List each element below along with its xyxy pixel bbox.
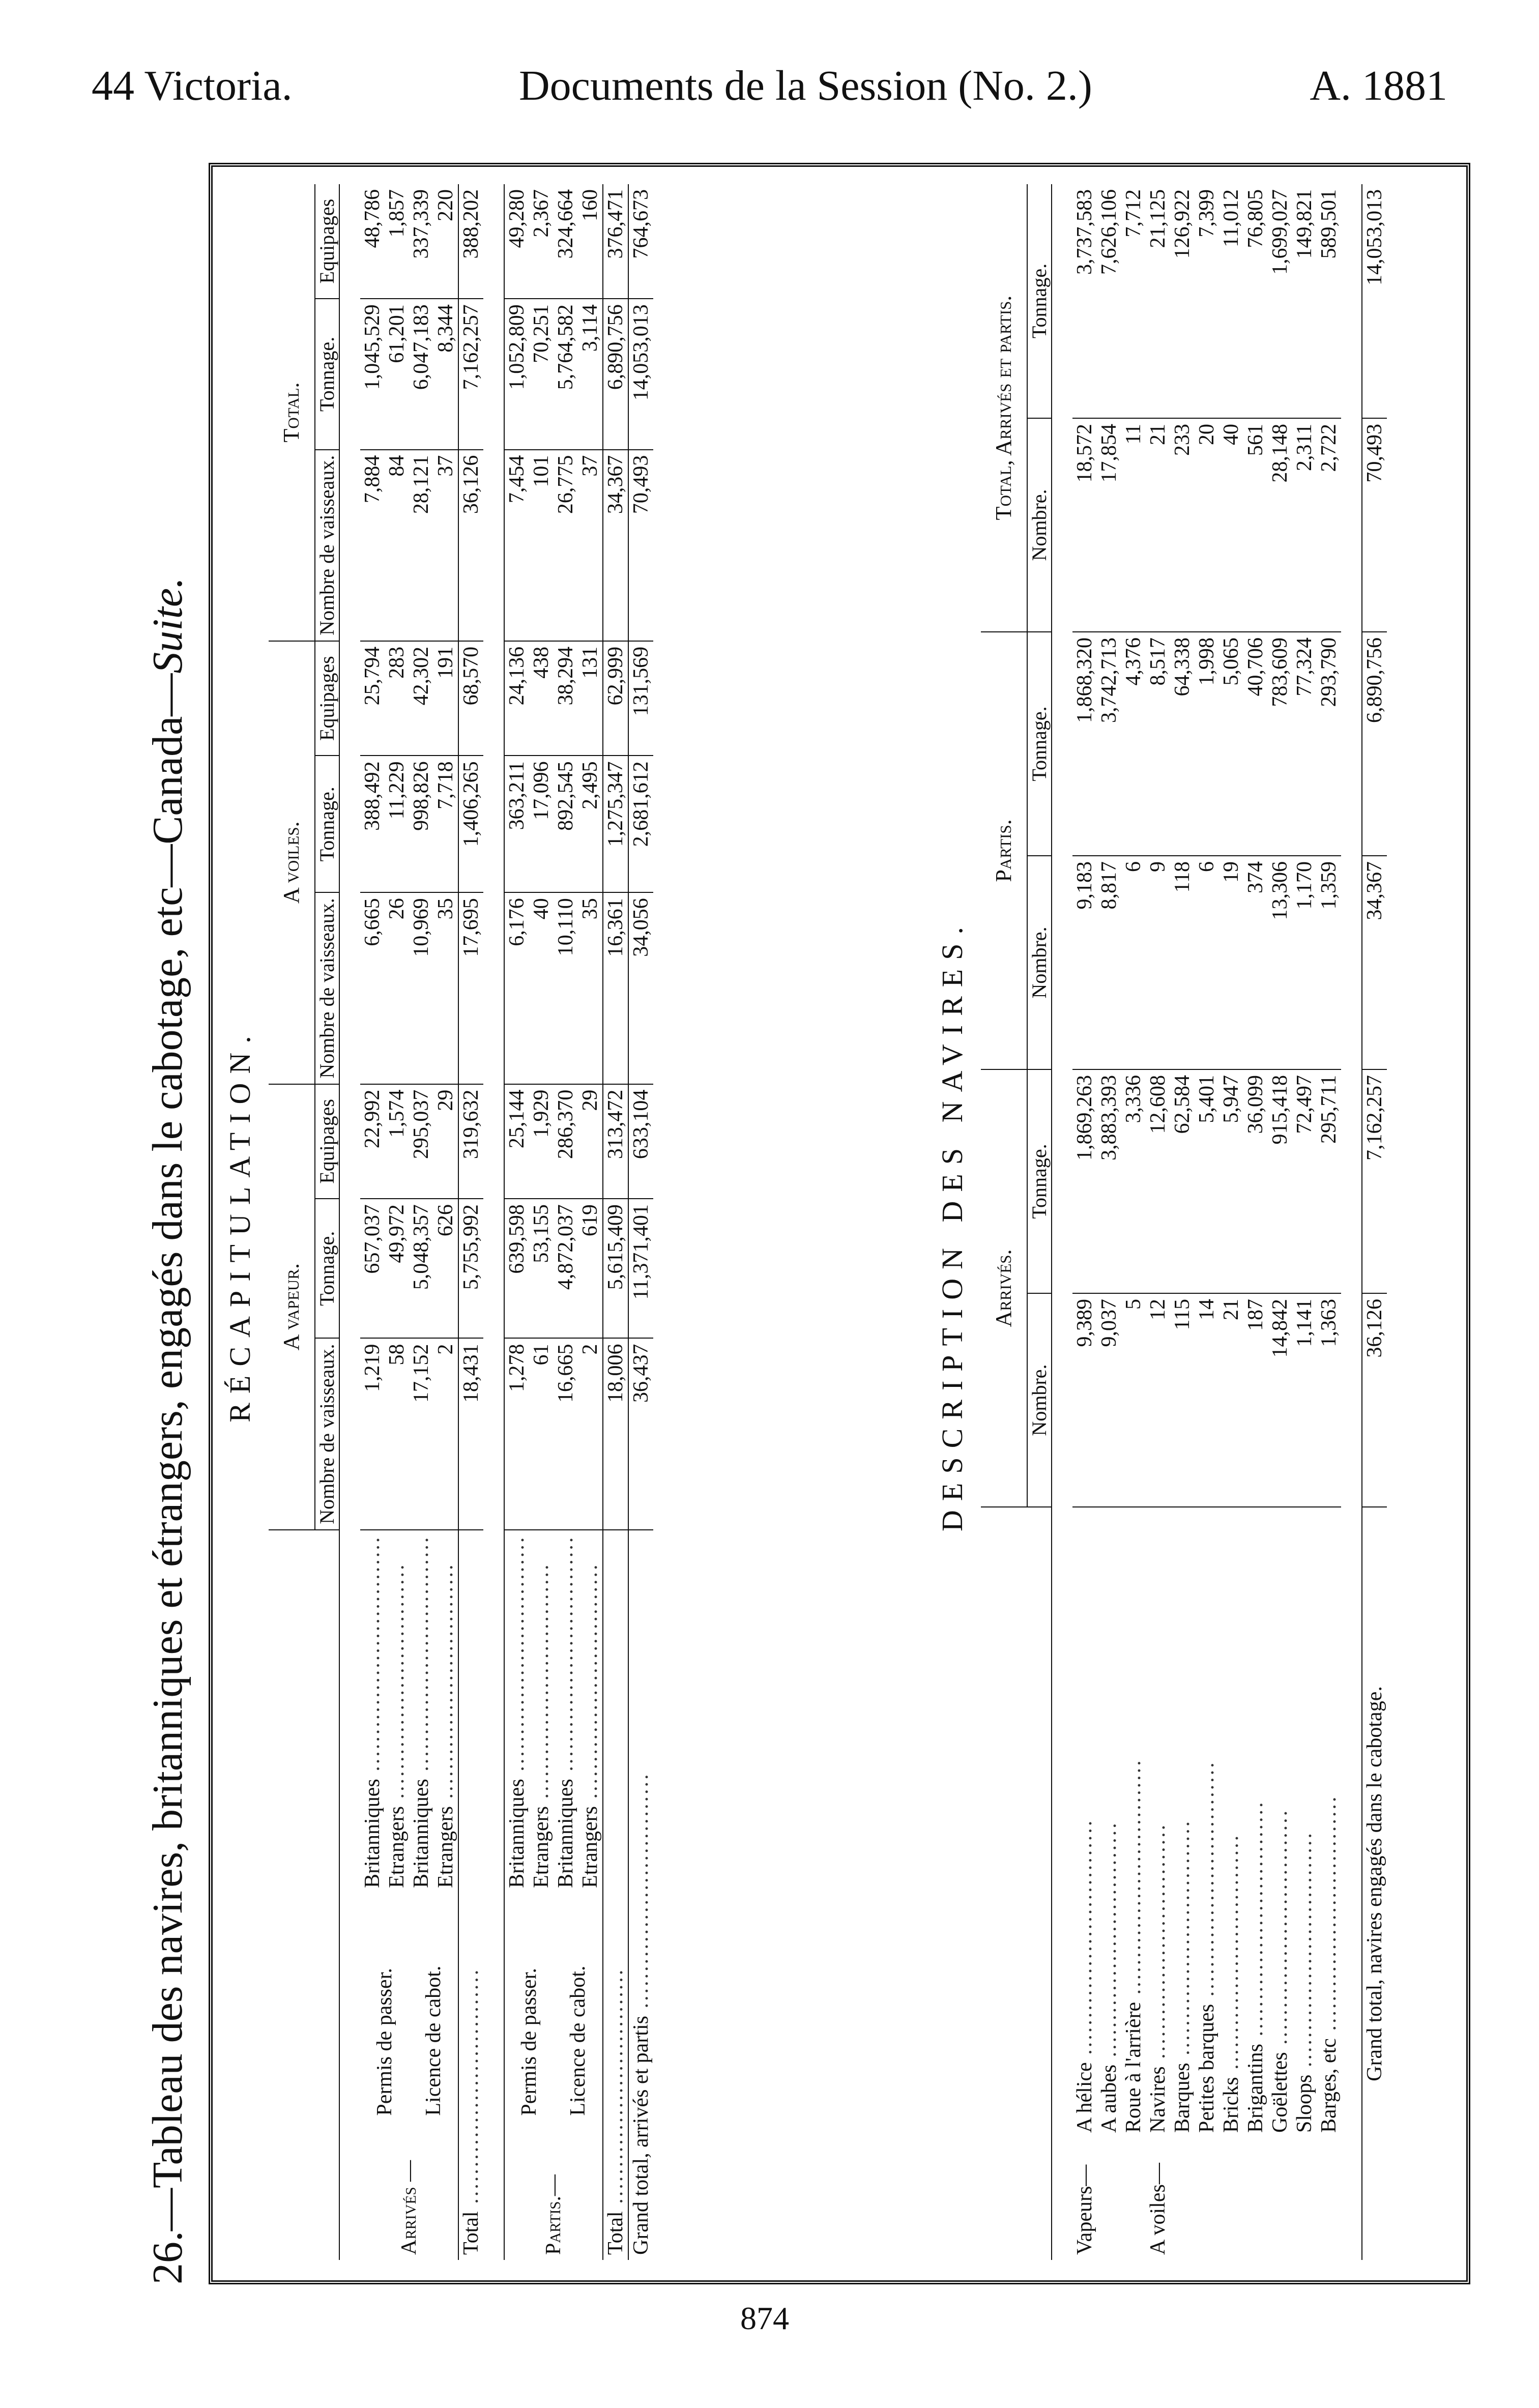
cell: 126,922 — [1170, 184, 1195, 418]
recap-table — [269, 184, 653, 2260]
row-label: Roue à l'arrière ..... — [1121, 1507, 1146, 2138]
cell: 324,664 — [554, 184, 578, 299]
cell: 72,497 — [1292, 1069, 1317, 1293]
table-row — [1317, 184, 1341, 2260]
page-number: 874 — [740, 2300, 789, 2336]
cell: 619 — [578, 1199, 603, 1338]
cell: 438 — [529, 641, 554, 756]
cell: 28,148 — [1268, 418, 1292, 632]
cell: 7,718 — [433, 756, 458, 892]
grand-total-row — [628, 184, 653, 2260]
cell: 11,371,401 — [628, 1199, 653, 1338]
row-label: A hélice ..... — [1072, 1507, 1097, 2138]
col-nombre: Nombre de vaisseaux. — [315, 892, 339, 1084]
cell: 6,665 — [360, 892, 385, 1084]
cell: 84 — [385, 450, 409, 641]
table-row — [1170, 184, 1195, 2260]
row-label: Petites barques ..... — [1195, 1507, 1219, 2138]
page-title — [137, 153, 198, 2284]
cell: 1,141 — [1292, 1293, 1317, 1507]
col-tonnage: Tonnage. — [315, 1199, 339, 1338]
cell: 6,890,756 — [1362, 632, 1387, 856]
cell: 1,278 — [504, 1338, 529, 1529]
cell: 295,037 — [409, 1084, 433, 1199]
cell: 34,367 — [1362, 856, 1387, 1069]
cell: 5,764,582 — [554, 299, 578, 449]
cell: 191 — [433, 641, 458, 756]
cell: 14 — [1195, 1293, 1219, 1507]
cell: 40,706 — [1243, 632, 1268, 856]
cell: 36,126 — [458, 450, 483, 641]
cell: 131 — [578, 641, 603, 756]
cell: 2,367 — [529, 184, 554, 299]
cell: 61 — [529, 1338, 554, 1529]
cell: 36,099 — [1243, 1069, 1268, 1293]
page-header — [0, 0, 1539, 132]
cell: 21 — [1219, 1293, 1243, 1507]
cell: 49,972 — [385, 1199, 409, 1338]
cell: 233 — [1170, 418, 1195, 632]
cell: 118 — [1170, 856, 1195, 1069]
cell: 40 — [1219, 418, 1243, 632]
cell: 7,399 — [1195, 184, 1219, 418]
col-tonnage: Tonnage. — [1027, 1069, 1052, 1293]
cell: 77,324 — [1292, 632, 1317, 856]
row-label: Navires ..... — [1146, 1507, 1170, 2138]
header-right: A. 1881 — [1310, 62, 1447, 109]
cell: 388,202 — [458, 184, 483, 299]
cell: 64,338 — [1170, 632, 1195, 856]
cell: 6,047,183 — [409, 299, 433, 449]
table-row — [409, 184, 433, 2260]
group-total: Total. — [269, 184, 315, 641]
cell: 5,048,357 — [409, 1199, 433, 1338]
cell: 25,144 — [504, 1084, 529, 1199]
group-vapeur: A vapeur. — [269, 1084, 315, 1530]
row-sub: Etrangers ..... — [433, 1530, 458, 1893]
cell: 8,517 — [1146, 632, 1170, 856]
cell: 9,183 — [1072, 856, 1097, 1069]
cell: 37 — [578, 450, 603, 641]
cell: 62,999 — [603, 641, 628, 756]
cell: 7,162,257 — [458, 299, 483, 449]
cell: 589,501 — [1317, 184, 1341, 418]
cell: 12 — [1146, 1293, 1170, 1507]
header-center: Documents de la Session (No. 2.) — [519, 62, 1092, 109]
cell: 160 — [578, 184, 603, 299]
licence-label: Licence de cabot. — [566, 1965, 590, 2116]
cell: 10,969 — [409, 892, 433, 1084]
cell: 58 — [385, 1338, 409, 1529]
cell: 62,584 — [1170, 1069, 1195, 1293]
table-row — [1292, 184, 1317, 2260]
cell: 1,929 — [529, 1084, 554, 1199]
cell: 11 — [1121, 418, 1146, 632]
cell: 1,359 — [1317, 856, 1341, 1069]
row-sub: Etrangers ..... — [385, 1530, 409, 1893]
row-sub: Etrangers ..... — [578, 1530, 603, 1893]
cell: 26 — [385, 892, 409, 1084]
cell: 8,344 — [433, 299, 458, 449]
col-tonnage: Tonnage. — [315, 299, 339, 449]
row-sub: Britanniques ..... — [409, 1530, 433, 1893]
cell: 1,574 — [385, 1084, 409, 1199]
cell: 101 — [529, 450, 554, 641]
cell: 7,884 — [360, 450, 385, 641]
col-tonnage: Tonnage. — [1027, 632, 1052, 856]
cell: 40 — [529, 892, 554, 1084]
total-row — [458, 184, 483, 2260]
grand-total-label: Grand total, arrivés et partis ..... — [628, 1530, 653, 2260]
cell: 1,699,027 — [1268, 184, 1292, 418]
cell: 48,786 — [360, 184, 385, 299]
cell: 187 — [1243, 1293, 1268, 1507]
cell: 11,229 — [385, 756, 409, 892]
cell: 764,673 — [628, 184, 653, 299]
cell: 70,493 — [1362, 418, 1387, 632]
cell: 35 — [578, 892, 603, 1084]
cell: 1,052,809 — [504, 299, 529, 449]
cell: 6 — [1121, 856, 1146, 1069]
cell: 283 — [385, 641, 409, 756]
cell: 16,665 — [554, 1338, 578, 1529]
cell: 1,406,265 — [458, 756, 483, 892]
partis-label: Partis.— — [504, 2121, 603, 2260]
cell: 22,992 — [360, 1084, 385, 1199]
cell: 313,472 — [603, 1084, 628, 1199]
cell: 29 — [578, 1084, 603, 1199]
col-tonnage: Tonnage. — [1027, 184, 1052, 418]
cell: 1,045,529 — [360, 299, 385, 449]
cell: 49,280 — [504, 184, 529, 299]
cell: 998,826 — [409, 756, 433, 892]
row-sub: Britanniques ..... — [554, 1530, 578, 1893]
cell: 5 — [1121, 1293, 1146, 1507]
cell: 68,570 — [458, 641, 483, 756]
row-sub: Britanniques ..... — [504, 1530, 529, 1893]
cell: 295,711 — [1317, 1069, 1341, 1293]
cell: 37 — [433, 450, 458, 641]
row-sub: Etrangers ..... — [529, 1530, 554, 1893]
cell: 9,037 — [1097, 1293, 1121, 1507]
col-nombre: Nombre. — [1027, 1293, 1052, 1507]
cell: 9,389 — [1072, 1293, 1097, 1507]
cell: 639,598 — [504, 1199, 529, 1338]
header-left: 44 Victoria. — [92, 62, 293, 109]
cell: 7,626,106 — [1097, 184, 1121, 418]
cell: 7,712 — [1121, 184, 1146, 418]
table-row — [504, 184, 529, 2260]
permis-label: Permis de passer. — [504, 1893, 554, 2121]
cell: 12,608 — [1146, 1069, 1170, 1293]
row-label: A aubes ..... — [1097, 1507, 1121, 2138]
cell: 21,125 — [1146, 184, 1170, 418]
voiles-label: A voiles— — [1146, 2163, 1170, 2255]
cell: 70,493 — [628, 450, 653, 641]
cell: 20 — [1195, 418, 1219, 632]
cell: 286,370 — [554, 1084, 578, 1199]
col-equipages: Equipages — [315, 641, 339, 756]
cell: 220 — [433, 184, 458, 299]
cell: 3,114 — [578, 299, 603, 449]
cell: 363,211 — [504, 756, 529, 892]
cell: 34,056 — [628, 892, 653, 1084]
cell: 4,872,037 — [554, 1199, 578, 1338]
cell: 2 — [433, 1338, 458, 1529]
cell: 2,311 — [1292, 418, 1317, 632]
cell: 13,306 — [1268, 856, 1292, 1069]
cell: 35 — [433, 892, 458, 1084]
cell: 388,492 — [360, 756, 385, 892]
cell: 5,755,992 — [458, 1199, 483, 1338]
cell: 3,336 — [1121, 1069, 1146, 1293]
cell: 561 — [1243, 418, 1268, 632]
cell: 36,437 — [628, 1338, 653, 1529]
cell: 17,152 — [409, 1338, 433, 1529]
group-partis: Partis. — [981, 632, 1027, 1069]
cell: 115 — [1170, 1293, 1195, 1507]
cell: 6 — [1195, 856, 1219, 1069]
cell: 26,775 — [554, 450, 578, 641]
title-suffix: Suite. — [144, 577, 191, 674]
cell: 7,162,257 — [1362, 1069, 1387, 1293]
recap-title: RÉCAPITULATION. — [223, 1027, 256, 1423]
rotated-table-page — [137, 153, 1480, 2284]
total-label: Total ..... — [603, 1530, 628, 2260]
cell: 6,176 — [504, 892, 529, 1084]
cell: 2,681,612 — [628, 756, 653, 892]
cell: 5,065 — [1219, 632, 1243, 856]
cell: 76,805 — [1243, 184, 1268, 418]
cell: 149,821 — [1292, 184, 1317, 418]
cell: 17,695 — [458, 892, 483, 1084]
licence-label: Licence de cabot. — [422, 1965, 445, 2116]
col-equipages: Equipages — [315, 1084, 339, 1199]
cell: 1,857 — [385, 184, 409, 299]
cell: 626 — [433, 1199, 458, 1338]
col-nombre: Nombre de vaisseaux. — [315, 450, 339, 641]
col-nombre: Nombre. — [1027, 856, 1052, 1069]
table-row — [554, 184, 578, 2260]
arrives-label: Arrivés — — [397, 2160, 421, 2255]
vapeurs-label: Vapeurs— — [1073, 2164, 1096, 2255]
cell: 24,136 — [504, 641, 529, 756]
cell: 36,126 — [1362, 1293, 1387, 1507]
cell: 319,632 — [458, 1084, 483, 1199]
table-row — [1195, 184, 1219, 2260]
total-row — [603, 184, 628, 2260]
table-row — [360, 184, 385, 2260]
cell: 21 — [1146, 418, 1170, 632]
group-arrives: Arrivés. — [981, 1069, 1027, 1507]
cell: 53,155 — [529, 1199, 554, 1338]
table-row — [1219, 184, 1243, 2260]
description-table — [981, 184, 1387, 2260]
cell: 374 — [1243, 856, 1268, 1069]
cell: 5,947 — [1219, 1069, 1243, 1293]
description-title: DESCRIPTION DES NAVIRES. — [936, 918, 969, 1531]
recap-column-row — [315, 184, 339, 2260]
cell: 892,545 — [554, 756, 578, 892]
cell: 17,854 — [1097, 418, 1121, 632]
total-label: Total ..... — [458, 1530, 483, 2260]
row-label: Barges, etc ..... — [1317, 1507, 1341, 2138]
cell: 3,742,713 — [1097, 632, 1121, 856]
table-row — [1121, 184, 1146, 2260]
desc-column-row — [1027, 184, 1052, 2260]
cell: 915,418 — [1268, 1069, 1292, 1293]
cell: 19 — [1219, 856, 1243, 1069]
cell: 18,431 — [458, 1338, 483, 1529]
cell: 5,401 — [1195, 1069, 1219, 1293]
desc-group-row — [981, 184, 1027, 2260]
cell: 657,037 — [360, 1199, 385, 1338]
cell: 5,615,409 — [603, 1199, 628, 1338]
cell: 1,998 — [1195, 632, 1219, 856]
cell: 4,376 — [1121, 632, 1146, 856]
cell: 34,367 — [603, 450, 628, 641]
cell: 25,794 — [360, 641, 385, 756]
cell: 3,737,583 — [1072, 184, 1097, 418]
cell: 1,363 — [1317, 1293, 1341, 1507]
cell: 1,275,347 — [603, 756, 628, 892]
col-equipages: Equipages — [315, 184, 339, 299]
cell: 9 — [1146, 856, 1170, 1069]
row-sub: Britanniques ..... — [360, 1530, 385, 1893]
group-total: Total, Arrivés et partis. — [981, 184, 1027, 632]
cell: 10,110 — [554, 892, 578, 1084]
cell: 18,006 — [603, 1338, 628, 1529]
cell: 38,294 — [554, 641, 578, 756]
table-row — [1072, 184, 1097, 2260]
group-voiles: A voiles. — [269, 641, 315, 1084]
cell: 2,495 — [578, 756, 603, 892]
cell: 14,053,013 — [628, 299, 653, 449]
cell: 29 — [433, 1084, 458, 1199]
cell: 1,170 — [1292, 856, 1317, 1069]
table-frame — [209, 163, 1470, 2284]
cell: 61,201 — [385, 299, 409, 449]
row-label: Goëlettes ..... — [1268, 1507, 1292, 2138]
cell: 18,572 — [1072, 418, 1097, 632]
cell: 16,361 — [603, 892, 628, 1084]
cell: 14,842 — [1268, 1293, 1292, 1507]
cell: 1,868,320 — [1072, 632, 1097, 856]
cell: 42,302 — [409, 641, 433, 756]
cell: 14,053,013 — [1362, 184, 1387, 418]
row-label: Brigantins ..... — [1243, 1507, 1268, 2138]
cell: 17,096 — [529, 756, 554, 892]
cell: 8,817 — [1097, 856, 1121, 1069]
cell: 376,471 — [603, 184, 628, 299]
recap-group-row — [269, 184, 315, 2260]
cell: 2 — [578, 1338, 603, 1529]
cell: 1,219 — [360, 1338, 385, 1529]
cell: 70,251 — [529, 299, 554, 449]
cell: 1,869,263 — [1072, 1069, 1097, 1293]
cell: 3,883,393 — [1097, 1069, 1121, 1293]
table-row — [1097, 184, 1121, 2260]
grand-total-row — [1362, 184, 1387, 2260]
table-row — [1146, 184, 1170, 2260]
grand-total-label: Grand total, navires engagés dans le cabotage. — [1362, 1507, 1387, 2260]
row-label: Bricks ..... — [1219, 1507, 1243, 2138]
table-row — [1243, 184, 1268, 2260]
row-label: Barques ..... — [1170, 1507, 1195, 2138]
permis-label: Permis de passer. — [373, 1968, 396, 2116]
table-row — [1268, 184, 1292, 2260]
cell: 28,121 — [409, 450, 433, 641]
cell: 2,722 — [1317, 418, 1341, 632]
title-prefix: 26.—Tableau des navires, britanniques et étrangers, engagés dans le cabotage, etc—Canada— — [144, 673, 191, 2284]
cell: 783,609 — [1268, 632, 1292, 856]
row-label: Sloops ..... — [1292, 1507, 1317, 2138]
col-nombre: Nombre de vaisseaux. — [315, 1338, 339, 1529]
cell: 131,569 — [628, 641, 653, 756]
cell: 7,454 — [504, 450, 529, 641]
cell: 337,339 — [409, 184, 433, 299]
cell: 633,104 — [628, 1084, 653, 1199]
cell: 6,890,756 — [603, 299, 628, 449]
col-tonnage: Tonnage. — [315, 756, 339, 892]
cell: 293,790 — [1317, 632, 1341, 856]
col-nombre: Nombre. — [1027, 418, 1052, 632]
cell: 11,012 — [1219, 184, 1243, 418]
